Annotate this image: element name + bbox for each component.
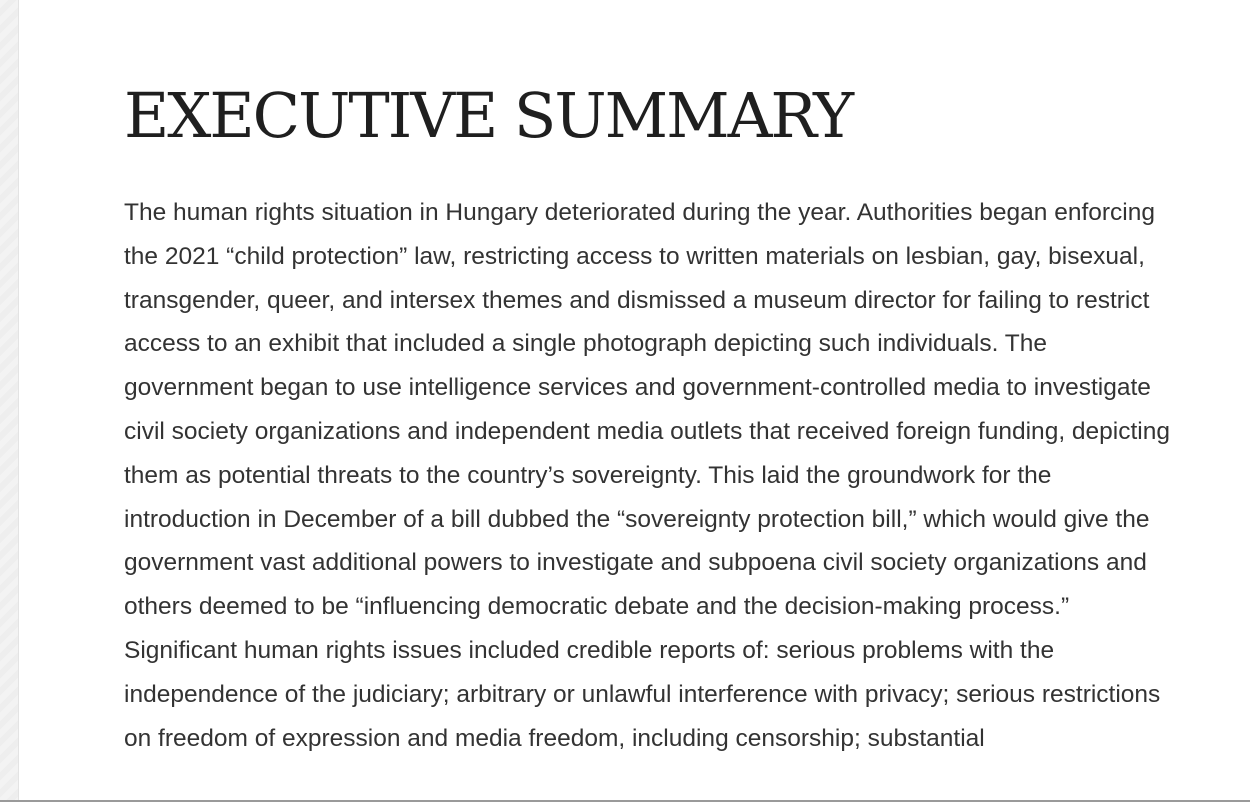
paragraph-overview: The human rights situation in Hungary deteriorated during the year. Authorities began enforcing the 2021 “child protection” law, restricting access to written materials on lesbian, gay, bisexual, transgender, queer, and intersex themes and dismissed a museum director for failing to restrict access to an exhibit that included a single photograph depicting such individuals. The government began to use intelligence services and government-controlled media to investigate civil society organizations and independent media outlets that received foreign funding, depicting them as potential threats to the country’s sovereignty. This laid the groundwork for the introduction in December of a bill dubbed the “sovereignty protection bill,” which would give the government vast additional powers to investigate and subpoena civil society organizations and others deemed to be “influencing democratic debate and the decision-making process.” — [124, 199, 1170, 621]
page-gutter — [0, 0, 19, 802]
paragraph-significant-issues: Significant human rights issues included credible reports of: serious problems with the independence of the judiciary; arbitrary or unlawful interference with privacy; serious restrictions on freedom of expression and media freedom, including censorship; substantial — [124, 636, 1161, 752]
page-title: EXECUTIVE SUMMARY — [124, 79, 853, 152]
article-body — [124, 79, 1174, 760]
document-page — [19, 0, 1250, 802]
